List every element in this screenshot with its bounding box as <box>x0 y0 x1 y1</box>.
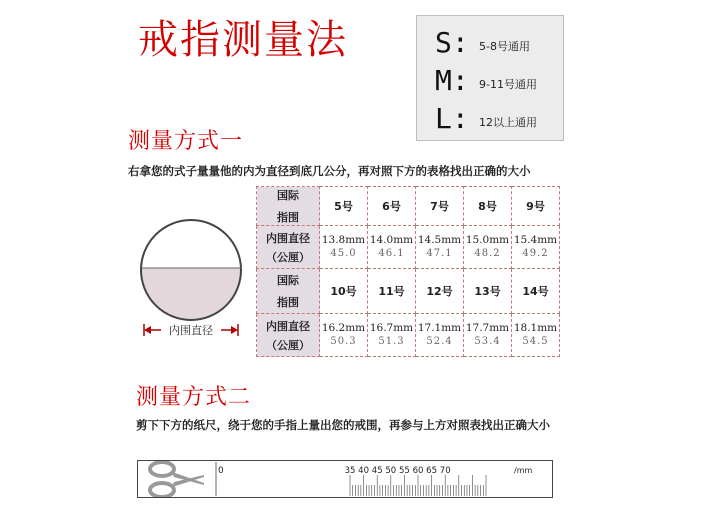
value-cell: 18.1mm 54.5 <box>512 314 560 357</box>
size-desc: 12以上通用 <box>479 116 537 129</box>
value-cell: 16.7mm 51.3 <box>368 314 416 357</box>
arrow-left-icon <box>144 326 151 334</box>
value-cell: 14.5mm 47.1 <box>416 226 464 269</box>
size-table <box>256 186 560 357</box>
size-letter: M: <box>435 64 469 97</box>
method2-desc: 剪下下方的纸尺，绕于您的手指上量出您的戒围，再参与上方对照表找出正确大小 <box>136 418 550 432</box>
ruler-ticks <box>350 475 486 496</box>
ruler-unit-label: /mm <box>514 466 533 475</box>
table-header-cell: 国际 指围 <box>257 187 320 226</box>
size-desc: 5-8号通用 <box>479 40 530 53</box>
size-row-m <box>417 62 563 98</box>
paper-ruler[interactable] <box>137 460 553 498</box>
method2-title: 测量方式二 <box>136 385 252 410</box>
size-cell: 13号 <box>464 269 512 314</box>
ruler-labels <box>345 466 451 476</box>
size-cell: 14号 <box>512 269 560 314</box>
ruler-tick-label: 50 <box>385 466 397 476</box>
size-cell: 6号 <box>368 187 416 226</box>
ruler-tick-label: 55 <box>398 466 410 476</box>
value-cell: 15.0mm 48.2 <box>464 226 512 269</box>
table-row <box>257 226 560 269</box>
value-cell: 13.8mm 45.0 <box>320 226 368 269</box>
ruler-svg <box>138 461 552 497</box>
arrow-right-icon <box>231 326 238 334</box>
value-cell: 15.4mm 49.2 <box>512 226 560 269</box>
scissors-icon <box>150 462 204 497</box>
ruler-tick-label: 40 <box>358 466 370 476</box>
table-header-cell: 内围直径 （公厘） <box>257 314 320 357</box>
value-cell: 14.0mm 46.1 <box>368 226 416 269</box>
ruler-tick-label: 35 <box>344 466 356 476</box>
ruler-tick-label: 60 <box>412 466 424 476</box>
table-header-cell: 内围直径 （公厘） <box>257 226 320 269</box>
ruler-tick-label: 70 <box>439 466 451 476</box>
ruler-zero-label: 0 <box>218 466 224 476</box>
size-row-l <box>417 100 563 136</box>
table-row <box>257 187 560 226</box>
diagram-label: 内围直径 <box>169 324 213 337</box>
size-cell: 11号 <box>368 269 416 314</box>
value-cell: 17.1mm 52.4 <box>416 314 464 357</box>
table-header-cell: 国际 指围 <box>257 269 320 314</box>
ruler-tick-label: 45 <box>371 466 383 476</box>
page-title: 戒指测量法 <box>138 17 348 63</box>
size-row-s <box>417 24 563 60</box>
size-letter: S: <box>435 26 469 59</box>
size-cell: 7号 <box>416 187 464 226</box>
size-cell: 5号 <box>320 187 368 226</box>
method1-title: 测量方式一 <box>128 129 244 154</box>
ring-diagram <box>136 208 246 348</box>
size-cell: 8号 <box>464 187 512 226</box>
value-cell: 17.7mm 53.4 <box>464 314 512 357</box>
ruler-tick-label: 65 <box>426 466 438 476</box>
size-cell: 10号 <box>320 269 368 314</box>
value-cell: 16.2mm 50.3 <box>320 314 368 357</box>
table-row <box>257 269 560 314</box>
table-row <box>257 314 560 357</box>
size-cell: 9号 <box>512 187 560 226</box>
size-letter: L: <box>435 102 469 135</box>
size-desc: 9-11号通用 <box>479 78 537 91</box>
size-guide-box <box>416 15 564 141</box>
method1-desc: 右拿您的式子量量他的内为直径到底几公分，再对照下方的表格找出正确的大小 <box>128 164 531 178</box>
size-cell: 12号 <box>416 269 464 314</box>
